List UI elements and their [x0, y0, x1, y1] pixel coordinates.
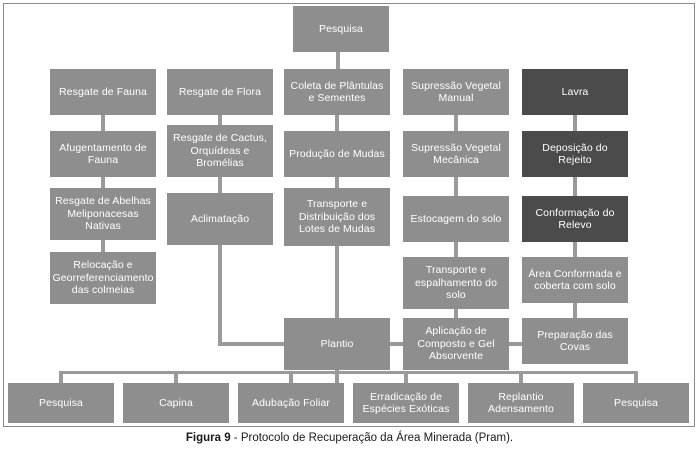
connector-c-rail-adubacao — [289, 371, 293, 383]
node-transporte_espalhamento: Transporte e espalhamento do solo — [403, 257, 509, 309]
figure-caption — [0, 432, 699, 444]
connector-c-aclimatacao-plantio — [218, 342, 284, 346]
connector-c-cactus-aclimatacao — [218, 177, 222, 193]
connector-c-abelhas-relocacao — [101, 240, 105, 252]
node-pesquisa_br: Pesquisa — [583, 383, 689, 423]
node-supressao_mecanica: Supressão Vegetal Mecânica — [403, 131, 509, 177]
connector-c-bottom-rail — [61, 371, 636, 374]
node-coleta_plantulas: Coleta de Plântulas e Sementes — [284, 69, 390, 115]
node-resgate_cactus: Resgate de Cactus, Orquídeas e Bromélias — [167, 125, 273, 177]
node-resgate_fauna: Resgate de Fauna — [50, 69, 156, 115]
node-resgate_abelhas: Resgate de Abelhas Meliponacesas Nativas — [50, 188, 156, 240]
connector-c-flora-cactus — [218, 115, 222, 125]
node-replantio: Replantio Adensamento — [468, 383, 574, 423]
node-adubacao_foliar: Adubação Foliar — [238, 383, 344, 423]
connector-c-transpesp-aplicacao — [454, 309, 458, 318]
node-plantio: Plantio — [284, 318, 390, 370]
node-preparacao_covas: Preparação das Covas — [522, 318, 628, 364]
node-relocacao_georref: Relocação e Georreferenciamento das colmeias — [50, 252, 156, 304]
connector-c-aplicacao-plantio — [390, 342, 404, 346]
connector-c-rail-pesquisa-bl — [59, 371, 63, 383]
connector-c-lavra-deposicao — [573, 115, 577, 131]
node-aclimatacao: Aclimatação — [167, 193, 273, 245]
node-area_conformada: Área Conformada e coberta com solo — [522, 257, 628, 303]
connector-c-aclimatacao-down — [218, 245, 222, 342]
connector-c-rail-erradicacao — [404, 371, 408, 383]
node-aplicacao_composto: Aplicação de Composto e Gel Absorvente — [403, 318, 509, 370]
connector-c-fauna-afugentamento — [101, 115, 105, 131]
connector-c-supmec-estocagem — [454, 177, 458, 196]
node-pesquisa_bl: Pesquisa — [8, 383, 114, 423]
node-erradicacao: Erradicação de Espécies Exóticas — [353, 383, 459, 423]
node-estocagem_solo: Estocagem do solo — [403, 196, 509, 242]
node-resgate_flora: Resgate de Flora — [167, 69, 273, 115]
node-conformacao_relevo: Conformação do Relevo — [522, 196, 628, 242]
node-lavra: Lavra — [522, 69, 628, 115]
connector-c-transpdist-plantio — [335, 246, 339, 318]
connector-c-deposicao-conformacao — [573, 177, 577, 196]
connector-c-conformacao-area — [573, 242, 577, 257]
connector-c-rail-pesquisa-br — [634, 371, 638, 383]
node-afugentamento: Afugentamento de Fauna — [50, 131, 156, 177]
node-capina: Capina — [123, 383, 229, 423]
node-deposicao_rejeito: Deposição do Rejeito — [522, 131, 628, 177]
node-transporte_distribuicao: Transporte e Distribuição dos Lotes de Mudas — [284, 188, 390, 246]
connector-c-rail-replantio — [519, 371, 523, 383]
connector-c-rail-capina — [174, 371, 178, 383]
connector-c-producao-transporte — [335, 177, 339, 188]
node-producao_mudas: Produção de Mudas — [284, 131, 390, 177]
connector-c-supmanual-supmec — [454, 115, 458, 131]
figure-caption-label: Figura 9 — [185, 432, 231, 444]
figure-caption-text: - Protocolo de Recuperação da Área Minerada (Pram). — [230, 432, 514, 444]
connector-c-pesquisa-coleta — [336, 52, 340, 69]
node-supressao_manual: Supressão Vegetal Manual — [403, 69, 509, 115]
connector-c-coleta-producao — [335, 115, 339, 131]
connector-c-afugent-abelhas — [101, 177, 105, 188]
node-pesquisa_top: Pesquisa — [293, 6, 389, 52]
connector-c-estocagem-transpesp — [454, 242, 458, 257]
connector-c-area-preparacao — [573, 303, 577, 318]
